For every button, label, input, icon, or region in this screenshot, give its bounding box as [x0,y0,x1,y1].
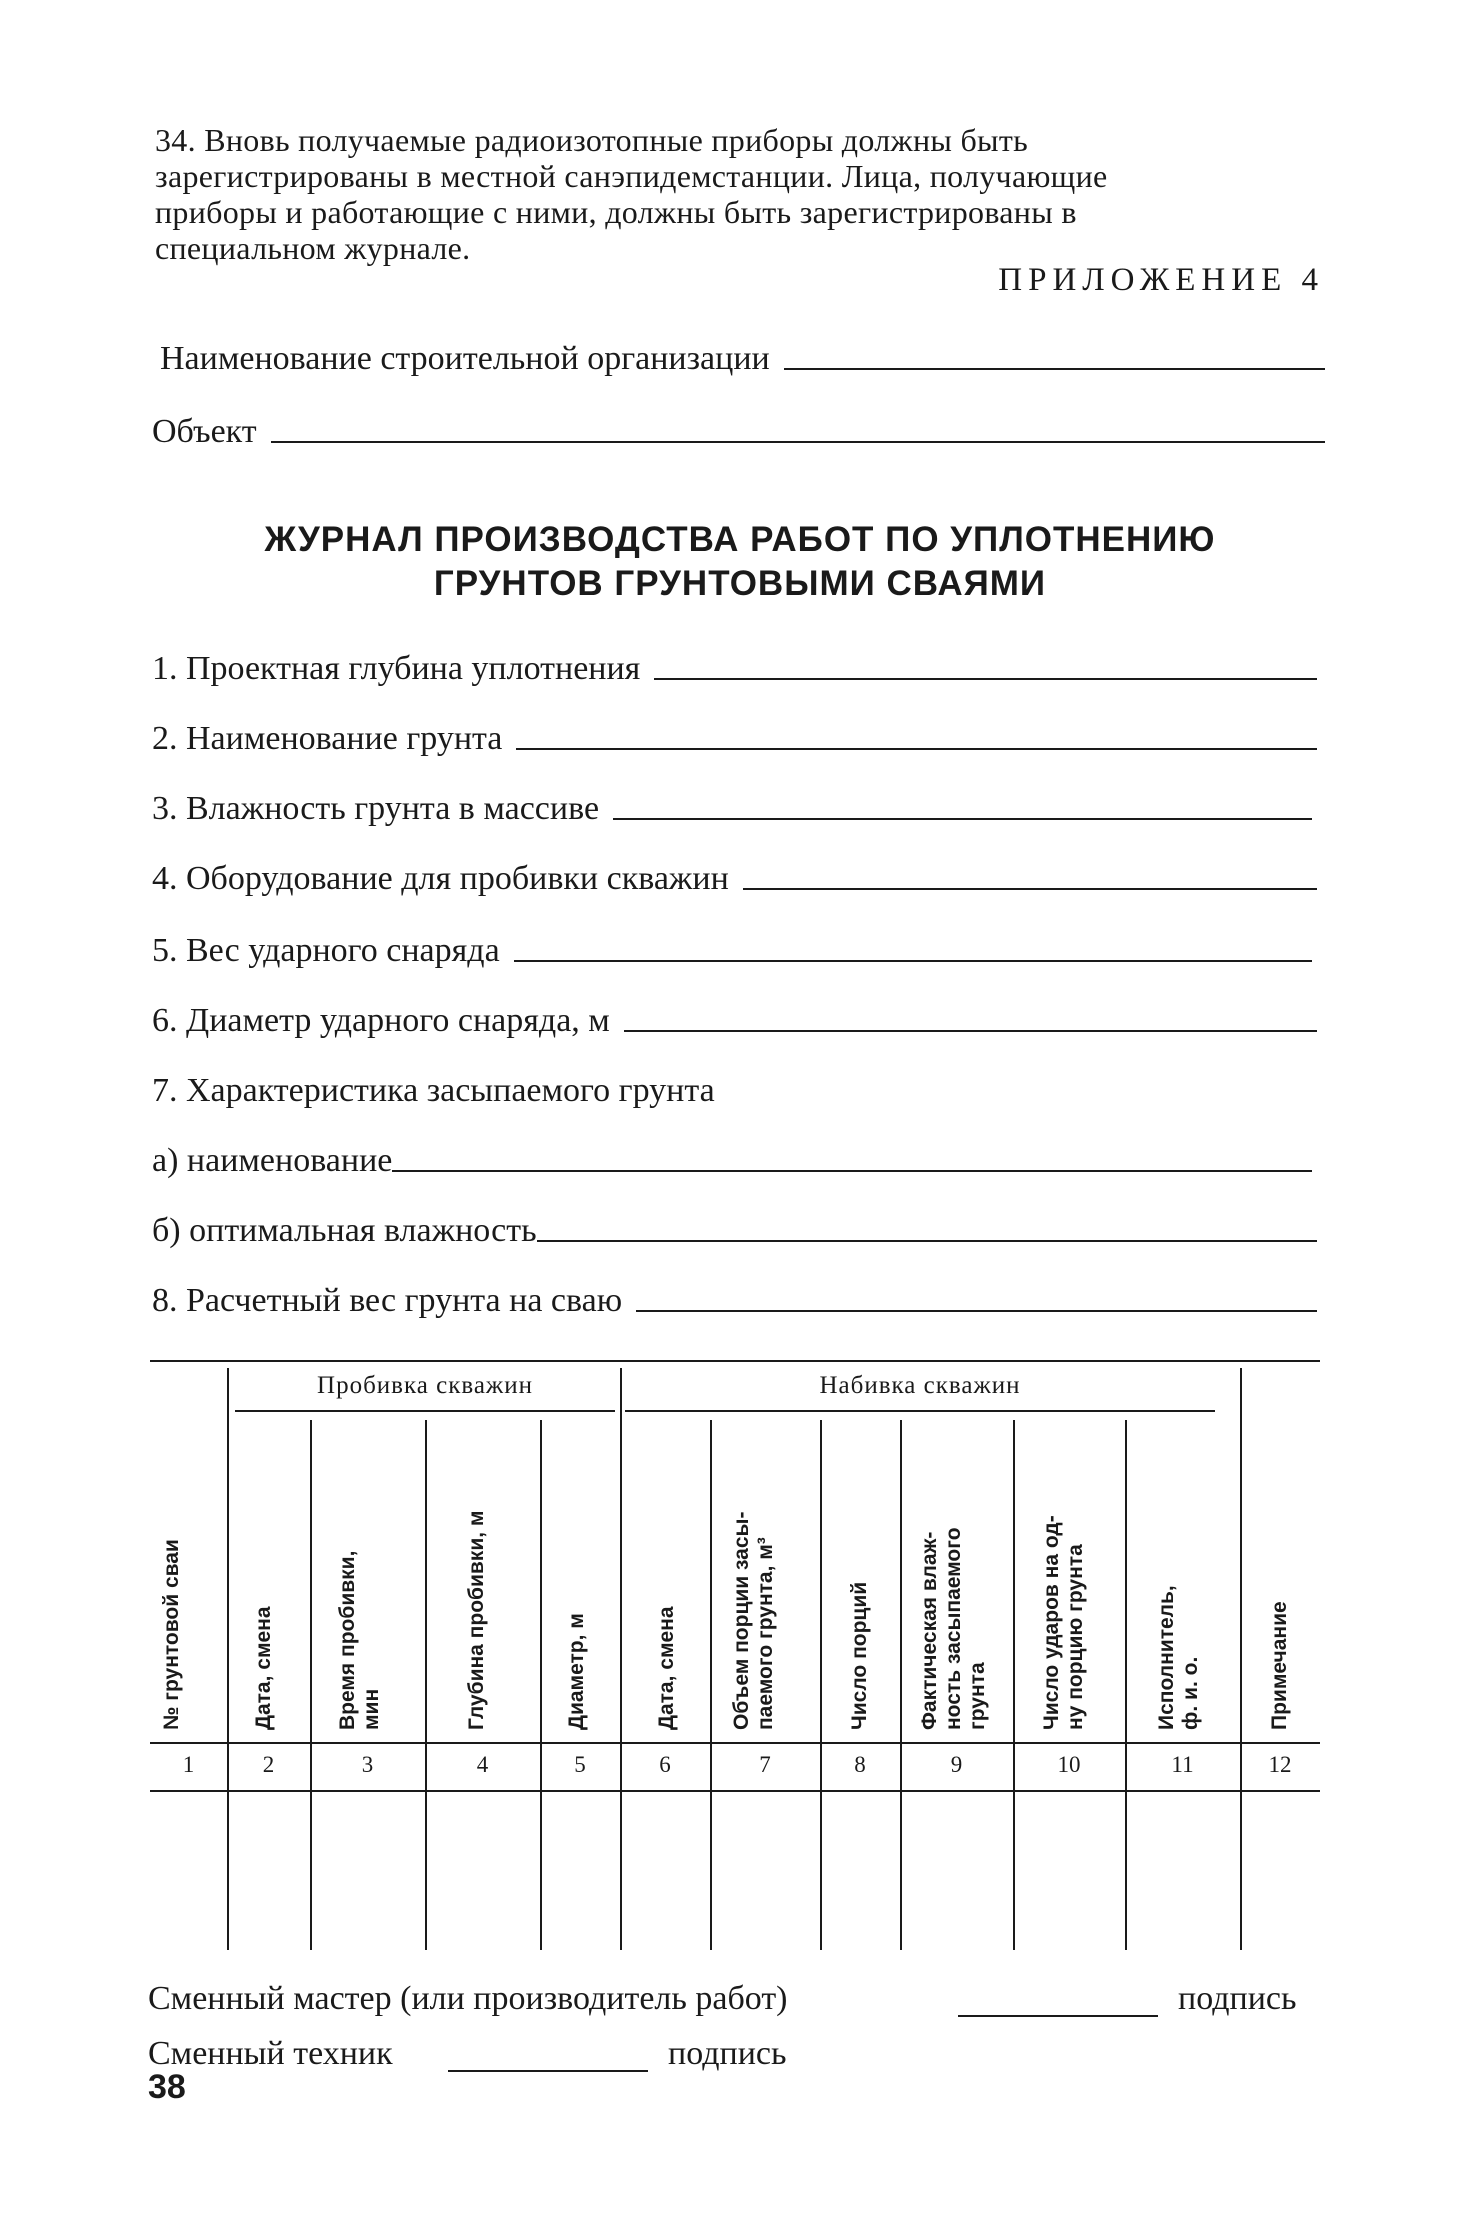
item-blank-line[interactable] [613,818,1312,820]
column-number: 7 [759,1752,771,1777]
paragraph-line: зарегистрированы в местной санэпидемстанции. Лица, получающие [155,158,1108,194]
item-blank-line[interactable] [624,1030,1317,1032]
item-label: 3. Влажность грунта в массиве [152,790,600,827]
organization-blank-line[interactable] [784,368,1325,370]
col-divider [310,1420,312,1950]
col-divider [1125,1420,1127,1950]
object-label: Объект [152,413,257,450]
column-header: Дата, смена [252,1606,275,1730]
item-blank-line[interactable] [654,678,1317,680]
col-divider [820,1420,822,1950]
journal-title-line: ГРУНТОВ ГРУНТОВЫМИ СВАЯМИ [433,564,1047,603]
group-drilling-header: Пробивка скважин [317,1372,533,1399]
item-label: 4. Оборудование для пробивки скважин [152,860,729,897]
column-number: 1 [182,1752,195,1777]
col-divider [227,1368,229,1950]
intro-paragraph [155,122,1325,266]
column-header: Фактическая влаж- ность засыпаемого грунта [918,1527,989,1730]
object-blank-line[interactable] [271,441,1325,443]
page-number: 38 [148,2068,186,2106]
column-number: 9 [950,1752,963,1777]
item-field [152,650,1317,688]
column-header: № грунтовой сваи [160,1539,183,1730]
item-field [152,720,1317,758]
column-header: Число порций [848,1581,871,1730]
table-top-rule [150,1360,1320,1362]
item-label: б) оптимальная влажность [152,1212,537,1249]
column-number: 3 [361,1752,374,1777]
journal-title [155,518,1325,606]
col-divider [1013,1420,1015,1950]
col-divider [710,1420,712,1950]
item-field [152,1142,1312,1180]
item-label: 2. Наименование грунта [152,720,503,757]
item-label: 5. Вес ударного снаряда [152,932,500,969]
item-field [152,1212,1317,1250]
item-label: 7. Характеристика засыпаемого грунта [152,1072,715,1109]
item-field [152,932,1312,970]
foreman-signature-row [148,1980,788,2018]
item-field [152,1282,1317,1320]
group-drilling-rule [235,1410,615,1412]
item-label: 8. Расчетный вес грунта на сваю [152,1282,623,1319]
column-header: Диаметр, м [565,1613,588,1730]
item-blank-line[interactable] [743,888,1317,890]
col-divider [1240,1368,1242,1950]
item-field [152,860,1317,898]
foreman-label: Сменный мастер (или производитель работ) [148,1980,788,2017]
group-filling-header: Набивка скважин [819,1372,1021,1399]
item-blank-line[interactable] [392,1170,1312,1172]
paragraph-line: специальном журнале. [155,230,471,266]
foreman-signature-line[interactable] [958,2015,1158,2017]
technician-label: Сменный техник [148,2035,393,2072]
col-divider [425,1420,427,1950]
column-number: 4 [476,1752,489,1777]
item-label: 6. Диаметр ударного снаряда, м [152,1002,610,1039]
item-field [152,1002,1317,1040]
foreman-sign-caption: подпись [1178,1980,1297,2017]
group-filling-rule [625,1410,1215,1412]
column-number: 5 [574,1752,586,1777]
col-divider [620,1368,622,1950]
column-number: 2 [262,1752,275,1777]
item-blank-line[interactable] [514,960,1312,962]
col-divider [900,1420,902,1950]
column-header: Примечание [1268,1601,1291,1730]
item-label: 1. Проектная глубина уплотнения [152,650,641,687]
column-header: Дата, смена [655,1606,678,1730]
column-number: 6 [659,1752,671,1777]
numbers-bottom-rule [150,1790,1320,1792]
organization-field [160,340,1325,378]
header-bottom-rule [150,1742,1320,1744]
column-number: 11 [1171,1752,1194,1777]
item-label: а) наименование [152,1142,393,1179]
column-header: Число ударов на од- ну порцию грунта [1040,1515,1087,1730]
item-blank-line[interactable] [537,1240,1317,1242]
journal-title-line: ЖУРНАЛ ПРОИЗВОДСТВА РАБОТ ПО УПЛОТНЕНИЮ [264,520,1216,559]
object-field [152,413,1325,451]
item-blank-line[interactable] [516,748,1317,750]
paragraph-line: 34. Вновь получаемые радиоизотопные приборы должны быть [155,122,1029,158]
appendix-heading: ПРИЛОЖЕНИЕ 4 [998,262,1324,298]
col-divider [540,1420,542,1950]
column-number: 8 [854,1752,866,1777]
column-header: Глубина пробивки, м [465,1510,488,1730]
item-field [152,790,1312,828]
column-header: Объем порции засы- паемого грунта, м³ [730,1511,777,1730]
column-number: 10 [1057,1752,1081,1777]
paragraph-line: приборы и работающие с ними, должны быть зарегистрированы в [155,194,1077,230]
organization-label: Наименование строительной организации [160,340,770,377]
technician-sign-caption: подпись [668,2035,787,2072]
column-header: Время пробивки, мин [336,1550,383,1730]
item-blank-line[interactable] [636,1310,1317,1312]
technician-signature-line[interactable] [448,2070,648,2072]
item-field [152,1072,1317,1110]
column-header: Исполнитель, ф. и. о. [1155,1585,1202,1730]
column-number: 12 [1268,1752,1292,1777]
